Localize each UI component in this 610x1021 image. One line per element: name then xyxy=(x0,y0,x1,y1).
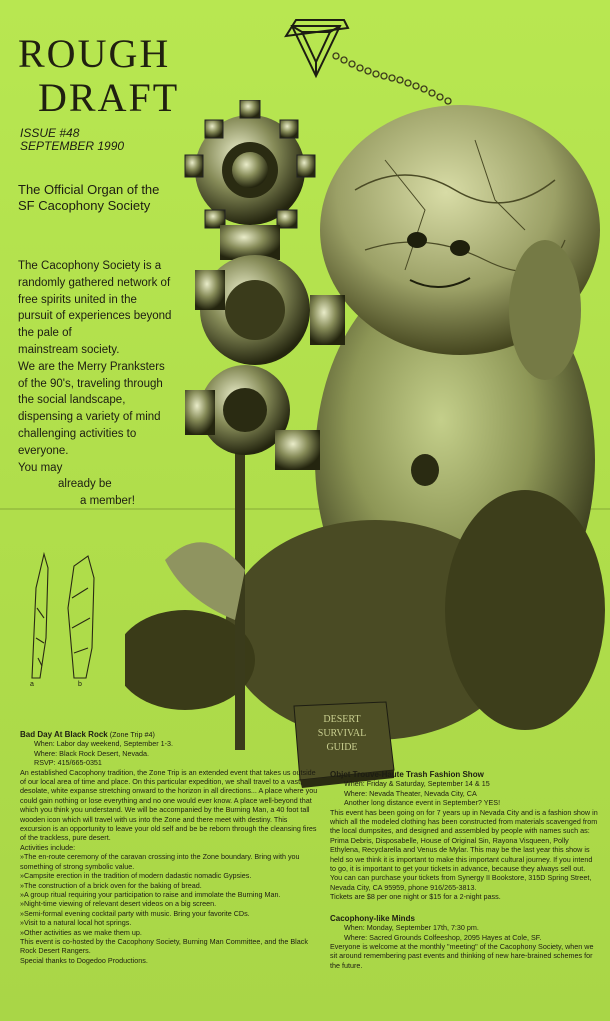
book-title-line-3: GUIDE xyxy=(326,742,358,753)
issue-number: ISSUE #48 xyxy=(20,126,80,140)
intro-line: mainstream society. xyxy=(18,343,120,356)
event-body: This event has been going on for 7 years up in Nevada City and is a fashion show in which all the modeled clothing has been constructed from materials scavenged from the local dumpsites, and designed and assembled by people with names such as: Prima Debris, Disposabelle, House of Original Sin, Rayona Visqueen, Polly Ethylena, Recyclarella and Venus de Mylar. This may be the last year this show is held so we think it is important to make this important cultural journey. If you intend to go, it is important to get your tickets in advance, because they always sell out. You can can purchase your tickets from Synergy II Bookstore, 315D Spring Street, Nevada City, CA 95959, phone 916/265-3813. xyxy=(330,807,598,892)
flint-tools-drawing xyxy=(22,548,112,688)
intro-line: randomly gathered network of xyxy=(18,276,171,289)
flint-label-b: b xyxy=(78,681,82,688)
event-when: When: Friday & Saturday, September 14 & 15 xyxy=(344,779,490,789)
activities-label: Activities include: xyxy=(20,842,76,852)
intro-line: the pale of xyxy=(18,327,72,340)
activity-item: »The en-route ceremony of the caravan crossing into the Zone boundary. Bring with you something of strong symbolic value. xyxy=(20,852,300,871)
intro-line: The Cacophony Society is a xyxy=(18,260,162,272)
issue-date: SEPTEMBER 1990 xyxy=(20,139,125,153)
activity-item: »Other activities as we make them up. xyxy=(20,927,142,937)
event-title: Objet Trouve-Haute Trash Fashion Show xyxy=(330,770,484,779)
event-where: Where: Sacred Grounds Colfeeshop, 2095 Hayes at Cole, SF. xyxy=(344,932,542,942)
intro-line: dispensing a variety of mind xyxy=(18,411,161,424)
activity-item: »Night-time viewing of relevant desert videos on a big screen. xyxy=(20,899,217,909)
flint-label-a: a xyxy=(30,681,34,688)
event-tickets: Tickets are $8 per one night or $15 for a 2-night pass. xyxy=(330,892,501,902)
tagline-line-1: The Official Organ of the xyxy=(18,182,160,197)
event-title: Bad Day At Black Rock xyxy=(20,730,108,739)
intro-line: a member! xyxy=(80,495,135,508)
intro-line: We are the Merry Pranksters xyxy=(18,360,165,373)
intro-line: pursuit of experiences beyond xyxy=(18,310,172,323)
event-bad-day-at-black-rock xyxy=(20,730,318,965)
events-right-column xyxy=(330,770,598,970)
activity-item: »Campsite erection in the tradition of modern dadastic nomadic Gypsies. xyxy=(20,871,252,881)
event-lead: Another long distance event in September? YES! xyxy=(344,798,501,808)
intro-line: You may xyxy=(18,461,63,474)
collage-illustration xyxy=(125,100,610,760)
event-closing: This event is co-hosted by the Cacophony Society, Burning Man Committee, and the Black Rock Desert Rangers. xyxy=(20,936,308,956)
issue-info xyxy=(20,127,124,153)
event-rsvp: RSVP: 415/665-0351 xyxy=(34,758,102,768)
event-title: Cacophony-like Minds xyxy=(330,913,415,923)
tagline-line-2: SF Cacophony Society xyxy=(18,198,151,213)
intro-line: the social landscape, xyxy=(18,394,126,407)
book-title-line-1: DESERT xyxy=(323,714,361,725)
event-where: Where: Nevada Theater, Nevada City, CA xyxy=(344,788,477,798)
intro-line: everyone. xyxy=(18,444,69,457)
event-subtitle: (Zone Trip #4) xyxy=(109,730,155,739)
intro-line: already be xyxy=(58,478,112,491)
intro-line: challenging activities to xyxy=(18,427,137,440)
activity-item: »A group ritual requiring your participation to raise and immolate the Burning Man. xyxy=(20,889,281,899)
event-where: Where: Black Rock Desert, Nevada. xyxy=(34,748,150,758)
title-line-2: DRAFT xyxy=(38,75,180,120)
intro-line: free spirits united in the xyxy=(18,293,137,306)
book-title-line-2: SURVIVAL xyxy=(317,728,367,739)
title-line-1: ROUGH xyxy=(18,31,171,76)
event-thanks: Special thanks to Dogedoo Productions. xyxy=(20,955,148,965)
activity-item: »Visit to a natural local hot springs. xyxy=(20,918,132,928)
intro-line: of the 90's, traveling through xyxy=(18,377,163,390)
event-when: When: Labor day weekend, September 1-3. xyxy=(34,739,174,749)
activity-item: »Semi-formal evening cocktail party with music. Bring your favorite CDs. xyxy=(20,908,250,918)
activity-item: »The construction of a brick oven for the baking of bread. xyxy=(20,880,202,890)
event-body: Everyone is welcome at the monthly "meeting" of the Cacophony Society, when we sit around remembering past events and thinking of new hare-brained schemes for the future. xyxy=(330,941,594,970)
event-when: When: Monday, September 17th, 7:30 pm. xyxy=(344,923,479,933)
event-body: An established Cacophony tradition, the Zone Trip is an extended event that takes us outside of our local area of time and place. On this particular expedition, we shall travel to a vast, desolate, white expanse stretching onward to the horizon in all directions... A place where you could gain nothing or lose everything and no one would ever know. A place well-beyond that which you think you understand. We will be accompanied by the Burning Man, a 40 foot tall wooden icon which will travel with us into the Zone and there meet with destiny. This excursion is an opportunity to leave your old self and be be reborn through the cleansing fires of the trackless, pure desert. xyxy=(20,767,318,843)
